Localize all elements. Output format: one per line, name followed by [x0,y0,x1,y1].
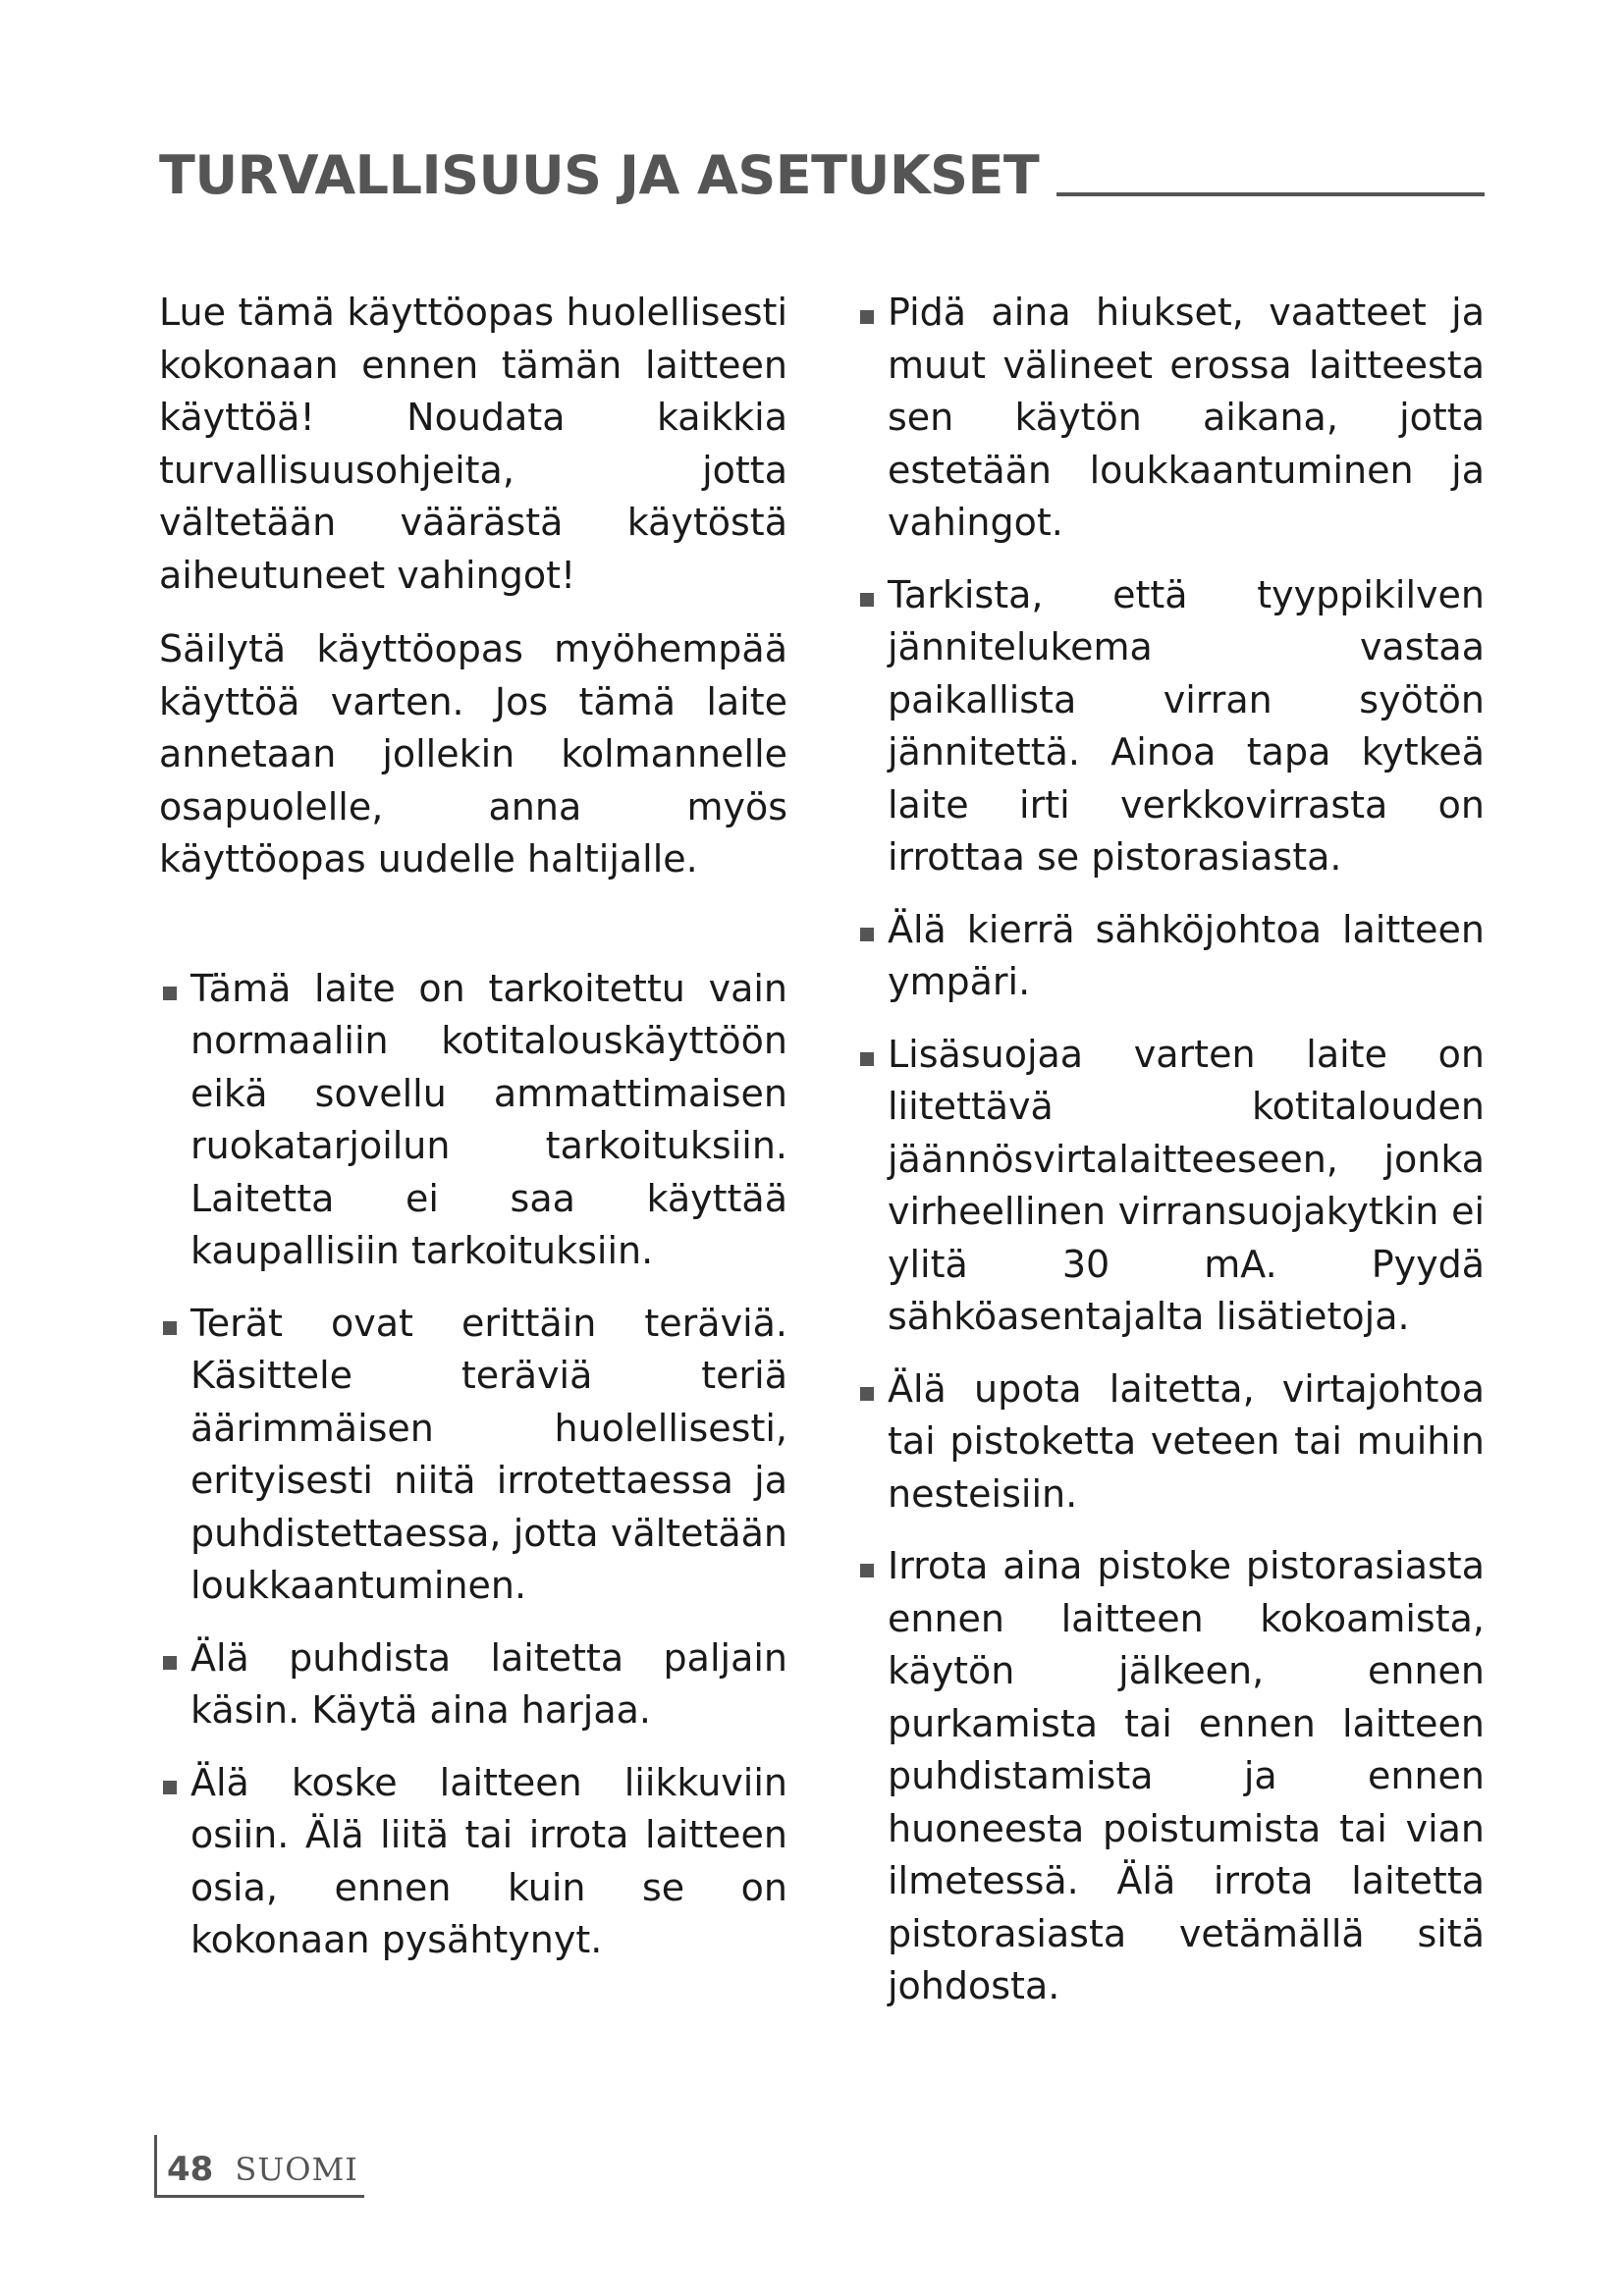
list-item [159,1632,787,1737]
list-item [159,1298,787,1613]
list-item-text: Irrota aina pistoke pistorasiasta ennen laitteen kokoamista, käytön jälkeen, ennen purkamista tai ennen laitteen puhdistamista ja ennen huoneesta poistumista tai vian ilmetessä. Älä irrota laitetta pistorasiasta vetämällä sitä johdosta. [888,1544,1485,2007]
list-item-text: Tämä laite on tarkoitettu vain normaaliin kotitalouskäyttöön eikä sovellu ammattimaisen ruokatarjoilun tarkoituksiin. Laitetta ei saa käyttää kaupallisiin tarkoituksiin. [190,966,787,1272]
square-bullet-icon [860,310,874,324]
square-bullet-icon [163,1781,177,1794]
page-heading [159,144,1485,206]
page-number: 48 [167,2150,214,2189]
list-item-text: Älä puhdista laitetta paljain käsin. Käytä aina harjaa. [190,1635,787,1732]
square-bullet-icon [860,928,874,941]
list-item [159,963,787,1278]
list-item-text: Lisäsuojaa varten laite on liitettävä kotitalouden jäännösvirtalaitteeseen, jonka virheellinen virransuojakytkin ei ylitä 30 mA. Pyydä sähköasentajalta lisätietoja. [888,1032,1485,1338]
title-rule [1056,192,1485,196]
section-spacer [159,908,787,963]
list-item [856,1540,1485,2013]
square-bullet-icon [163,987,177,1000]
list-item-text: Älä kierrä sähköjohtoa laitteen ympäri. [888,907,1485,1003]
list-item [159,1757,787,1967]
list-item-text: Älä koske laitteen liikkuviin osiin. Älä liitä tai irrota laitteen osia, ennen kuin se on kokonaan pysähtynyt. [190,1760,787,1961]
square-bullet-icon [163,1656,177,1670]
page-title: TURVALLISUUS JA ASETUKSET [159,144,1040,206]
square-bullet-icon [860,1052,874,1066]
list-item-text: Terät ovat erittäin teräviä. Käsittele teräviä teriä äärimmäisen huolellisesti, erityisesti niitä irrotettaessa ja puhdistettaessa, jotta vältetään loukkaantuminen. [190,1301,787,1607]
list-item-text: Älä upota laitetta, virtajohtoa tai pistoketta veteen tai muihin nesteisiin. [888,1366,1485,1516]
intro-paragraph: Lue tämä käyttöopas huolellisesti kokonaan ennen tämän laitteen käyttöä! Noudata kaikkia turvallisuusohjeita, jotta vältetään väärästä käytöstä aiheutuneet vahingot! [159,291,787,597]
list-item [856,287,1485,550]
square-bullet-icon [860,593,874,607]
right-column [856,287,1485,2033]
list-item [856,904,1485,1009]
square-bullet-icon [163,1321,177,1335]
language-label: SUOMI [235,2151,358,2188]
page-footer [154,2135,364,2198]
list-item-text: Tarkista, että tyyppikilven jännitelukema vastaa paikallista virran syötön jännitettä. Ainoa tapa kytkeä laite irti verkkovirrasta on irrottaa se pistorasiasta. [888,572,1485,879]
square-bullet-icon [860,1564,874,1577]
left-column [159,287,787,1987]
footer-label [157,2150,364,2198]
list-item [856,1363,1485,1522]
list-item-text: Pidä aina hiukset, vaatteet ja muut välineet erossa laitteesta sen käytön aikana, jotta estetään loukkaantuminen ja vahingot. [888,291,1485,544]
intro-paragraph: Säilytä käyttöopas myöhempää käyttöä varten. Jos tämä laite annetaan jollekin kolmannelle osapuolelle, anna myös käyttöopas uudelle haltijalle. [159,627,787,881]
square-bullet-icon [860,1387,874,1401]
list-item [856,569,1485,884]
list-item [856,1029,1485,1344]
